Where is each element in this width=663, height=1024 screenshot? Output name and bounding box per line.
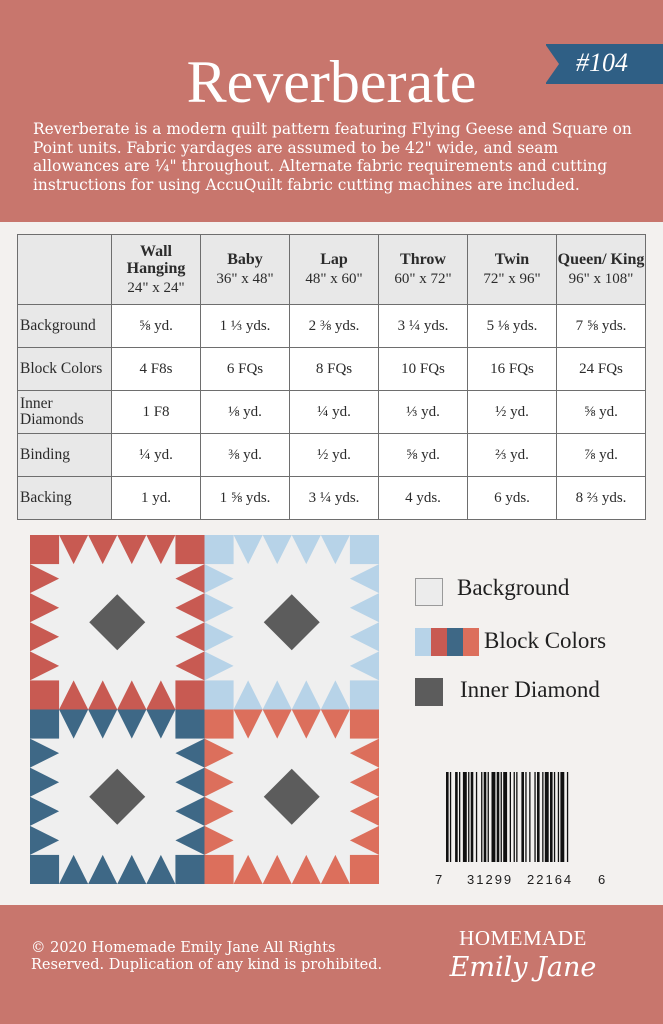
corner-square [205,855,234,884]
barcode-bar [525,772,526,862]
corner-square [205,710,234,739]
barcode-bar [534,772,535,862]
barcode-bar [501,772,502,862]
table-cell: 1 yd. [112,477,201,520]
barcode-bar [459,772,460,862]
table-row [18,348,646,391]
corner-square [175,680,204,709]
legend-block-colors: Block Colors [484,628,607,653]
pattern-number-ribbon [546,44,663,84]
legend-inner-diamond: Inner Diamond [460,677,600,702]
barcode-digit: 7 [435,872,443,887]
table-row [18,305,646,348]
size-header: Twin 72" x 96" [468,235,557,305]
barcode-bar [455,772,458,862]
table-cell: 5 ⅛ yds. [468,305,557,348]
table-cell: 6 FQs [201,348,290,391]
corner-square [205,680,234,709]
quilt-diagram [30,535,379,884]
table-cell: ¼ yd. [290,391,379,434]
copyright-notice: © 2020 Homemade Emily Jane All Rights Reserved. Duplication of any kind is prohibited. [31,940,383,973]
block-colors-swatch [415,628,479,656]
table-cell: 8 FQs [290,348,379,391]
barcode-digit: 6 [598,872,606,887]
table-cell: ⅝ yd. [112,305,201,348]
row-label: Background [18,305,112,348]
corner-square [350,710,379,739]
barcode-bar [463,772,467,862]
table-cell: ⅔ yd. [468,434,557,477]
table-row [18,477,646,520]
fabric-requirements-table [17,234,646,520]
barcode-bar [529,772,530,862]
table-cell: 4 F8s [112,348,201,391]
size-header: Baby 36" x 48" [201,235,290,305]
inner-diamond-swatch [415,678,443,706]
barcode-bar [510,772,511,862]
barcode-bar [503,772,507,862]
corner-square [30,680,59,709]
row-label: Block Colors [18,348,112,391]
table-cell: 2 ⅜ yds. [290,305,379,348]
corner-square [175,710,204,739]
barcode-bar [521,772,524,862]
table-cell: 7 ⅝ yds. [557,305,646,348]
table-cell: 1 ⅓ yds. [201,305,290,348]
size-header: Lap 48" x 60" [290,235,379,305]
brand-script-logo: Emily Jane [449,952,597,983]
corner-square [175,535,204,564]
table-cell: 10 FQs [379,348,468,391]
table-cell: 1 F8 [112,391,201,434]
table-cell: 1 ⅝ yds. [201,477,290,520]
barcode-bar [554,772,555,862]
table-header-row [18,235,646,305]
table-cell: ½ yd. [290,434,379,477]
table-cell: ¼ yd. [112,434,201,477]
table-cell: 8 ⅔ yds. [557,477,646,520]
size-header: Wall Hanging 24" x 24" [112,235,201,305]
table-cell: ½ yd. [468,391,557,434]
barcode-bar [545,772,549,862]
barcode-bar [468,772,469,862]
barcode-bar [492,772,496,862]
table-cell: ⅜ yd. [201,434,290,477]
barcode-bar [497,772,500,862]
table-cell: ⅝ yd. [557,391,646,434]
size-header: Throw 60" x 72" [379,235,468,305]
barcode-digit: 31299 [467,872,514,887]
barcode-bar [450,772,451,862]
barcode-bar [481,772,482,862]
table-cell: ⅝ yd. [379,434,468,477]
table-cell: 24 FQs [557,348,646,391]
size-header: Queen/ King 96" x 108" [557,235,646,305]
table-cell: ⅞ yd. [557,434,646,477]
legend-background: Background [457,575,570,600]
corner-square [350,680,379,709]
corner-square [350,535,379,564]
corner-square [30,710,59,739]
pattern-number: #104 [576,48,628,77]
barcode-icon [446,772,604,862]
barcode-bar [537,772,540,862]
row-label: Binding [18,434,112,477]
barcode-bar [446,772,449,862]
table-row [18,391,646,434]
table-cell: 4 yds. [379,477,468,520]
barcode-bar [471,772,474,862]
corner-square [175,855,204,884]
brand-name: HOMEMADE [459,926,587,950]
table-cell: 3 ¼ yds. [379,305,468,348]
row-label: Inner Diamonds [18,391,112,434]
barcode-bar [558,772,559,862]
pattern-description: Reverberate is a modern quilt pattern featuring Flying Geese and Square on Point units. Fabric yardages are assumed to be 42" wide, and seam allowances are ¼" throughout. Alternate fabric requirements and cutting instructions for using AccuQuilt fabric cutting machines are included. [33,120,632,194]
pattern-title: Reverberate [186,49,477,115]
barcode-bar [516,772,517,862]
table-cell: 6 yds. [468,477,557,520]
barcode-bar [550,772,553,862]
barcode-bar [560,772,564,862]
barcode-bar [542,772,543,862]
barcode-bar [476,772,477,862]
corner-square [350,855,379,884]
table-cell: ⅓ yd. [379,391,468,434]
header-banner [0,0,663,222]
corner-square [30,855,59,884]
table-cell: 16 FQs [468,348,557,391]
table-cell: 3 ¼ yds. [290,477,379,520]
table-cell: ⅛ yd. [201,391,290,434]
barcode-bar [484,772,487,862]
corner-square [30,535,59,564]
table-corner-cell [18,235,112,305]
row-label: Backing [18,477,112,520]
barcode-bar [514,772,515,862]
barcode-bar [567,772,568,862]
barcode-bar [488,772,489,862]
barcode-digit: 22164 [527,872,574,887]
table-row [18,434,646,477]
corner-square [205,535,234,564]
background-swatch [415,578,443,606]
